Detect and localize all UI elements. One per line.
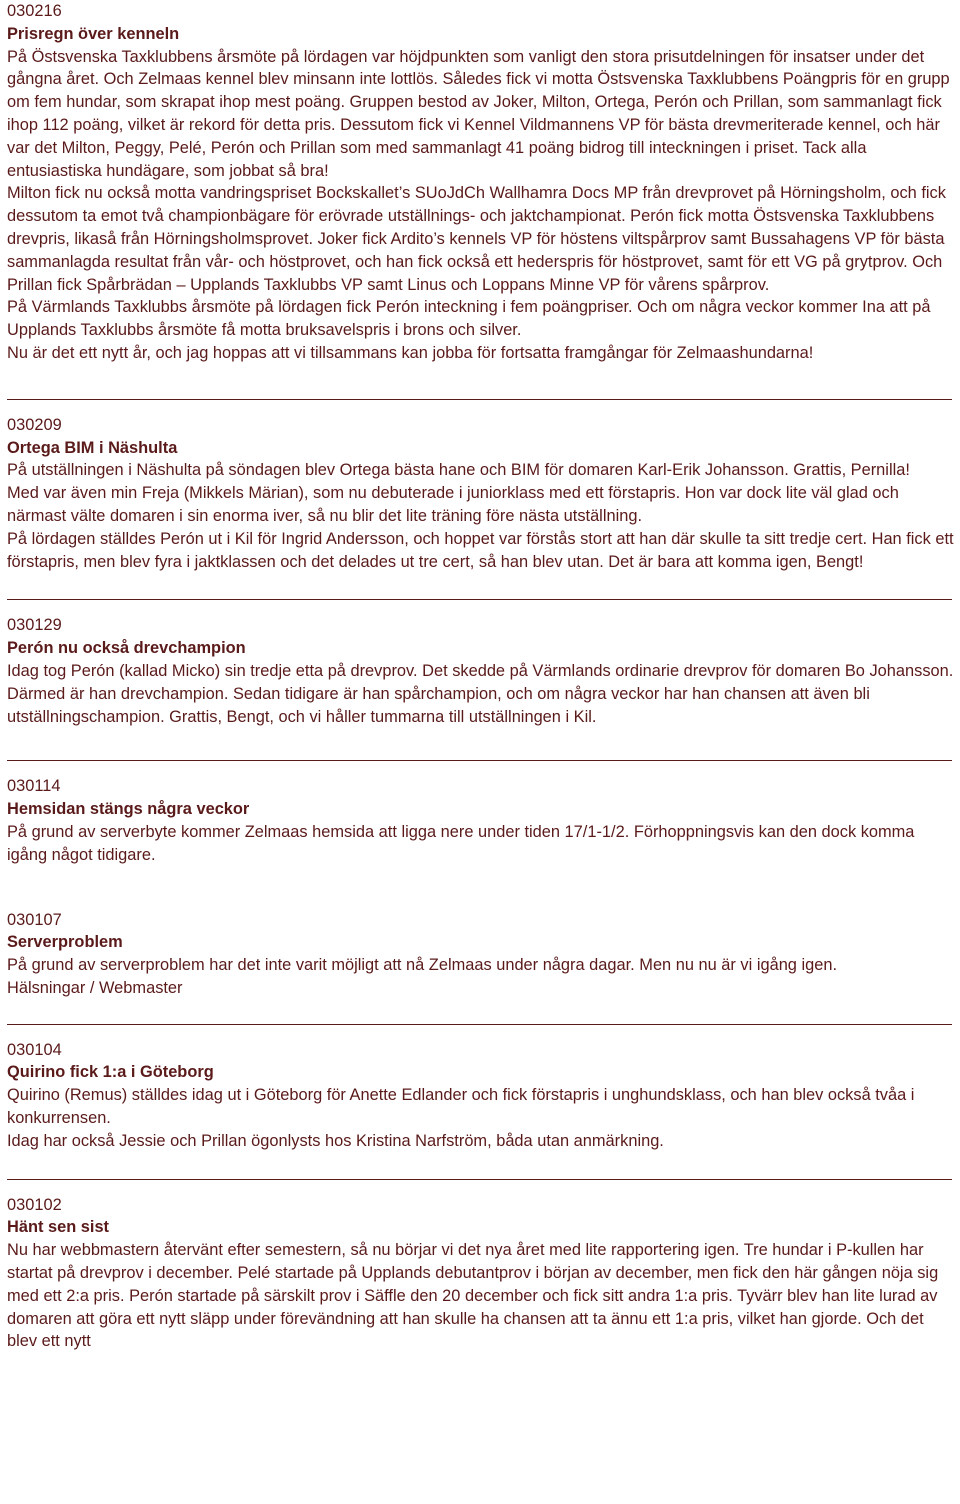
post-paragraph: Quirino (Remus) ställdes idag ut i Göteborg för Anette Edlander och fick förstapris i unghundsklass, och han blev också tvåa i konkurrensen. — [7, 1086, 915, 1128]
post-date: 030102 — [7, 1195, 62, 1214]
post-title: Quirino fick 1:a i Göteborg — [7, 1063, 214, 1082]
post-title: Ortega BIM i Näshulta — [7, 438, 178, 457]
news-post — [7, 1180, 954, 1354]
post-paragraph: Nu är det ett nytt år, och jag hoppas att vi tillsammans kan jobba för fortsatta framgångar för Zelmaashundarna! — [7, 343, 814, 362]
post-paragraph: Idag har också Jessie och Prillan ögonlysts hos Kristina Narfström, båda utan anmärkning. — [7, 1131, 664, 1150]
post-date: 030107 — [7, 910, 62, 929]
post-paragraph: På utställningen i Näshulta på söndagen blev Ortega bästa hane och BIM för domaren Karl-Erik Johansson. Grattis, Pernilla! — [7, 461, 910, 480]
news-post — [7, 867, 954, 1000]
post-title: Hänt sen sist — [7, 1218, 110, 1237]
news-post — [7, 400, 954, 574]
post-paragraph: Milton fick nu också motta vandringspriset Bockskallet’s SUoJdCh Wallhamra Docs MP från drevprovet på Hörningsholm, och fick dessutom ta emot två championbägare för erövrade utställnings- och jaktchampionat. Perón fick motta Östsvenska Taxklubbens drevpris, likaså från Hörningsholmsprovet. Joker fick Ardito’s kennels VP för höstens viltspårprov samt Bussahagens VP för bästa sammanlagda resultat från vår- och höstprovet, och han fick också ett hederspris för höstprovet, samt för ett VG på grytprov. Och Prillan fick Spårbrädan – Upplands Taxklubbs VP samt Linus och Loppans Minne VP för vårens spårprov. — [7, 184, 946, 294]
post-paragraph: På grund av serverbyte kommer Zelmaas hemsida att ligga nere under tiden 17/1-1/2. Förhoppningsvis kan den dock komma igång något tidigare. — [7, 822, 915, 864]
post-paragraph: Hälsningar / Webmaster — [7, 978, 183, 997]
post-paragraph: På grund av serverproblem har det inte varit möjligt att nå Zelmaas under några dagar. Men nu nu är vi igång igen. — [7, 956, 838, 975]
post-date: 030129 — [7, 616, 62, 635]
news-post — [7, 1025, 954, 1153]
post-date: 030114 — [7, 777, 61, 796]
post-paragraph: Med var även min Freja (Mikkels Märian), som nu debuterade i juniorklass med ett förstapris. Hon var dock lite väl glad och närmast välte domaren i sin enorma iver, så nu blir det lite träning före nästa utställning. — [7, 484, 899, 525]
post-title: Prisregn över kenneln — [7, 24, 180, 43]
post-paragraph: Idag tog Perón (kallad Micko) sin tredje etta på drevprov. Det skedde på Värmlands ordinarie drevprov för domaren Bo Johansson. Därmed är han drevchampion. Sedan tidigare är han spårchampion, och om några veckor har han chansen att även bli utställningschampion. Grattis, Bengt, och vi håller tummarna till utställningen i Kil. — [7, 661, 954, 726]
post-title: Hemsidan stängs några veckor — [7, 800, 250, 819]
post-paragraph: På Östsvenska Taxklubbens årsmöte på lördagen var höjdpunkten som vanligt den stora prisutdelningen för insatser under det gångna året. Och Zelmaas kennel blev minsann inte lottlös. Således fick vi motta Östsvenska Taxklubbens Poängpris för en grupp om fem hundar, som skrapat ihop mest poäng. Gruppen bestod av Joker, Milton, Ortega, Perón och Prillan, som sammanlagt fick ihop 112 poäng, vilket är rekord för detta pris. Dessutom fick vi Kennel Vildmannens VP för bästa drevmeriterade kennel, och här var det Milton, Peggy, Pelé, Perón och Prillan som med sammanlagt 41 poäng bidrog till inteckningen i priset. Tack alla entusiastiska hundägare, som jobbat så bra! — [7, 47, 950, 180]
news-post — [7, 600, 954, 728]
post-title: Perón nu också drevchampion — [7, 639, 246, 658]
post-date: 030104 — [7, 1040, 62, 1059]
post-paragraph: På Värmlands Taxklubbs årsmöte på lördagen fick Perón inteckning i fem poängpriser. Och om några veckor kommer Ina att på Upplands Taxklubbs årsmöte få motta bruksavelspris i brons och silver. — [7, 298, 931, 340]
post-title: Serverproblem — [7, 933, 123, 952]
news-post — [7, 0, 954, 365]
post-paragraph: Nu har webbmastern återvänt efter semestern, så nu börjar vi det nya året med lite rapportering igen. Tre hundar i P-kullen har startat på drevprov i december. Pelé startade på Upplands debutantprov i början av december, men fick den här gången nöja sig med ett 2:a pris. Perón startade på särskilt prov i Säffle den 20 december och fick sitt andra 1:a pris. Tyvärr blev han lite lurad av domaren att göra ett nytt släpp under förevändning att han skulle ha chansen att ta ännu ett 1:a pris, vilket han gjorde. Och det blev ett nytt — [7, 1241, 939, 1351]
post-date: 030209 — [7, 415, 62, 434]
post-paragraph: På lördagen ställdes Perón ut i Kil för Ingrid Andersson, och hoppet var förstås stort att han där skulle ta sitt tredje cert. Han fick ett förstapris, men blev fyra i jaktklassen och det delades ut tre cert, så han blev utan. Det är bara att komma igen, Bengt! — [7, 529, 954, 571]
post-date: 030216 — [7, 2, 62, 20]
news-post — [7, 761, 954, 866]
